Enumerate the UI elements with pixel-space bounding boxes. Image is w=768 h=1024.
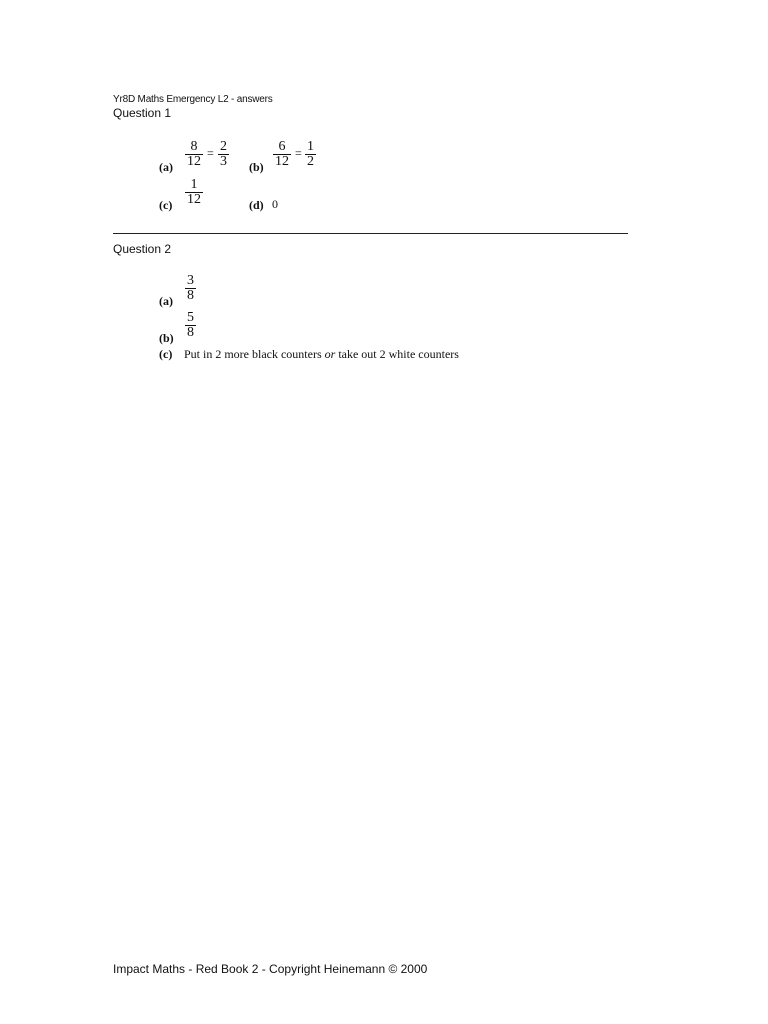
q2-b-fraction [185, 311, 196, 340]
numerator: 8 [190, 139, 198, 154]
numerator: 2 [220, 139, 227, 154]
q1-a-equals: = [207, 146, 214, 160]
q2-c-answer [184, 347, 459, 362]
denominator: 3 [220, 154, 227, 169]
numerator: 1 [307, 139, 314, 154]
q2-b-label: (b) [159, 331, 174, 345]
q2-c-text-after: take out 2 white counters [335, 347, 459, 361]
denominator: 12 [187, 154, 201, 169]
q1-a-label: (a) [159, 160, 173, 174]
question-1-heading: Question 1 [113, 106, 172, 120]
q1-c-fraction [185, 178, 203, 207]
q1-a-fraction-1 [185, 140, 203, 169]
q2-c-text-or: or [324, 347, 336, 361]
q1-b-fraction-1 [273, 140, 291, 169]
q1-d-label: (d) [249, 198, 264, 212]
q2-c-label: (c) [159, 347, 173, 361]
document-title: Yr8D Maths Emergency L2 - answers [113, 94, 273, 105]
denominator: 2 [307, 154, 314, 169]
q1-b-fraction-2 [305, 140, 316, 169]
denominator: 8 [187, 288, 194, 303]
numerator: 3 [187, 273, 194, 288]
numerator: 6 [278, 139, 286, 154]
q1-c-label: (c) [159, 198, 173, 212]
question-2-heading: Question 2 [113, 242, 172, 256]
denominator: 12 [187, 192, 201, 207]
q2-c-text-before: Put in 2 more black counters [184, 347, 325, 361]
copyright-footer: Impact Maths - Red Book 2 - Copyright Heinemann © 2000 [113, 962, 428, 976]
q1-b-label: (b) [249, 160, 264, 174]
q2-a-label: (a) [159, 294, 173, 308]
denominator: 12 [275, 154, 289, 169]
numerator: 5 [187, 310, 194, 325]
q1-b-equals: = [295, 146, 302, 160]
denominator: 8 [187, 325, 194, 340]
q1-d-answer: 0 [272, 197, 278, 211]
q2-a-fraction [185, 274, 196, 303]
section-divider [113, 233, 628, 234]
q1-a-fraction-2 [218, 140, 229, 169]
numerator: 1 [190, 177, 198, 192]
